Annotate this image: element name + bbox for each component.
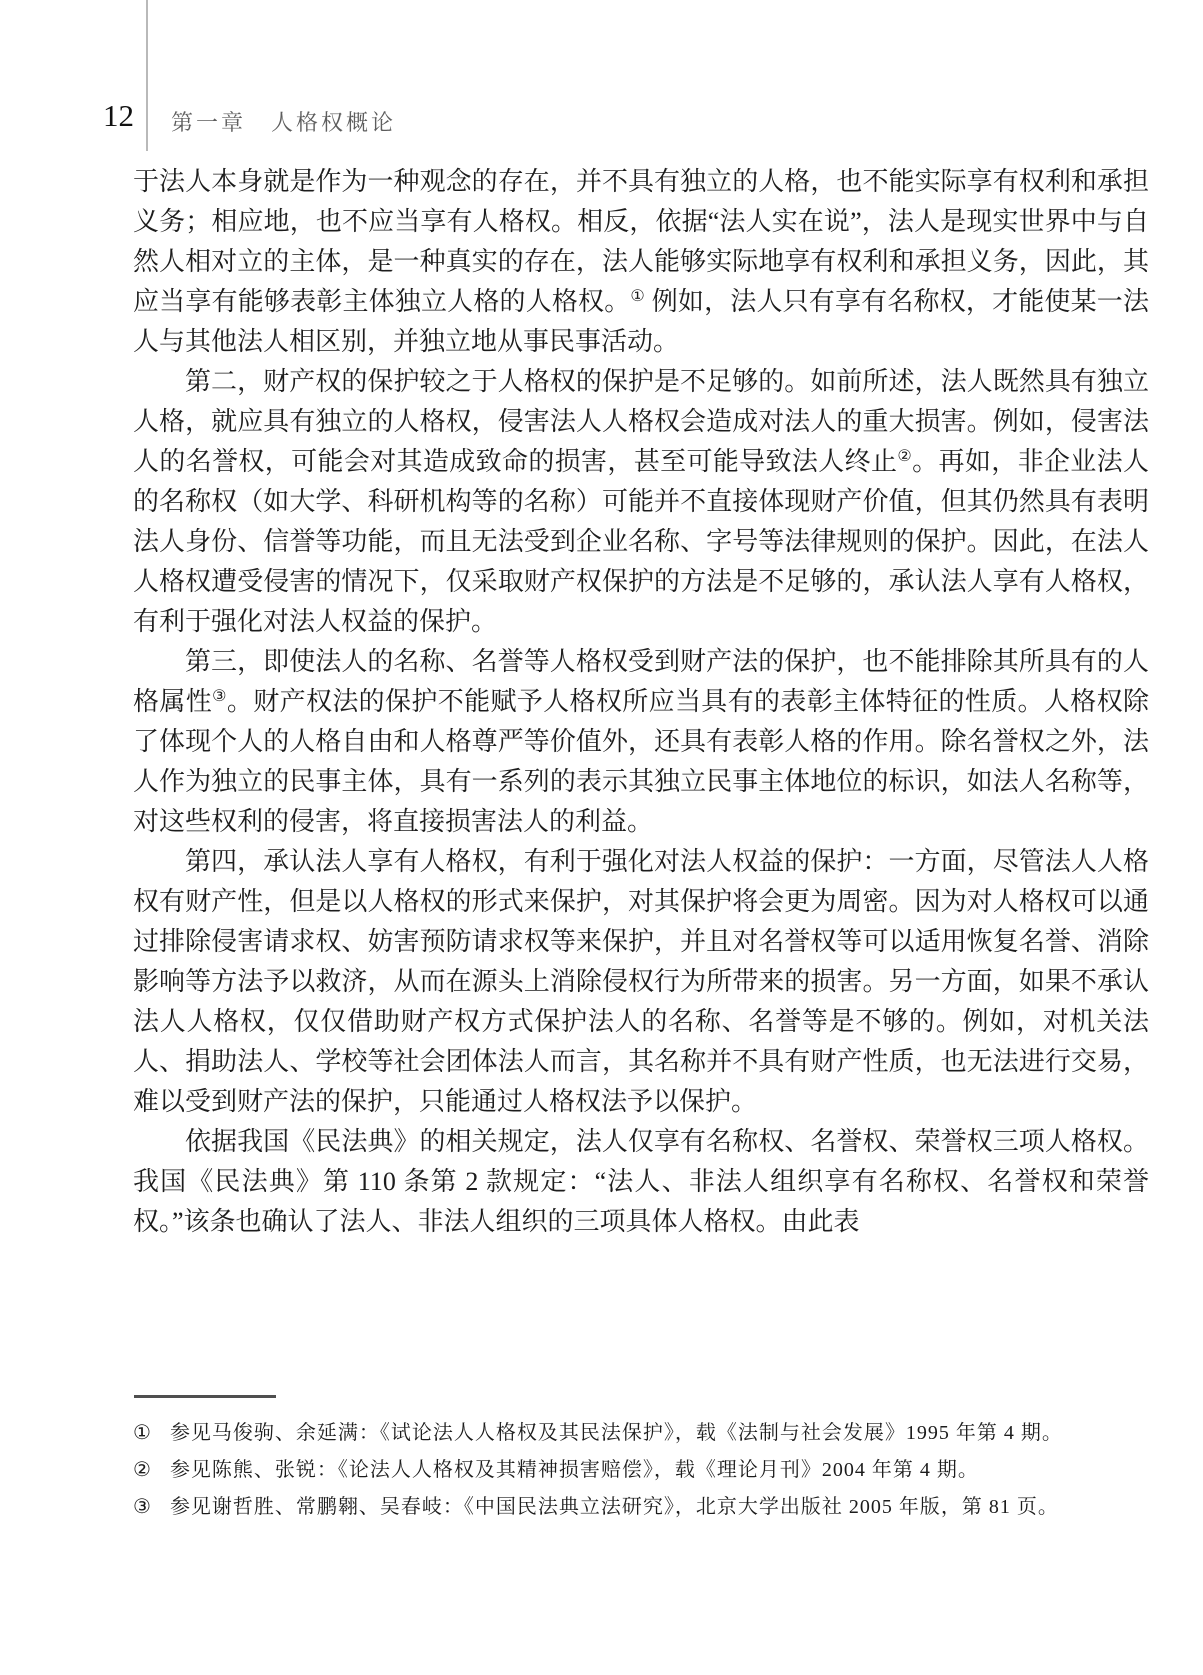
footnote-marker: ② <box>133 1459 152 1481</box>
footnote-ref: ① <box>630 288 646 306</box>
page-number: 12 <box>103 98 134 133</box>
footnote-text: 参见陈熊、张锐：《论法人人格权及其精神损害赔偿》，载《理论月刊》2004 年第 4 期。 <box>169 1459 979 1481</box>
footnote-text: 参见谢哲胜、常鹏翱、吴春岐：《中国民法典立法研究》，北京大学出版社 2005 年版，第 81 页。 <box>169 1496 1059 1518</box>
footnotes <box>133 1415 1149 1526</box>
footnote-item <box>133 1415 1149 1452</box>
footnote-text: 参见马俊驹、余延满：《试论法人人格权及其民法保护》，载《法制与社会发展》1995 年第 4 期。 <box>169 1422 1063 1444</box>
body-paragraph: 第四，承认法人享有人格权，有利于强化对法人权益的保护：一方面，尽管法人人格权有财产性，但是以人格权的形式来保护，对其保护将会更为周密。因为对人格权可以通过排除侵害请求权、妨害预防请求权等来保护，并且对名誉权等可以适用恢复名誉、消除影响等方法予以救济，从而在源头上消除侵权行为所带来的损害。另一方面，如果不承认法人人格权，仅仅借助财产权方式保护法人的名称、名誉等是不够的。例如，对机关法人、捐助法人、学校等社会团体法人而言，其名称并不具有财产性质，也无法进行交易，难以受到财产法的保护，只能通过人格权法予以保护。 <box>133 847 1149 1116</box>
footnote-marker: ③ <box>133 1496 152 1518</box>
footnote-ref: ② <box>897 448 913 466</box>
footnote-separator <box>134 1395 276 1398</box>
footnote-ref: ③ <box>212 688 227 706</box>
body-paragraph: 第二，财产权的保护较之于人格权的保护是不足够的。如前所述，法人既然具有独立人格，就应具有独立的人格权，侵害法人人格权会造成对法人的重大损害。例如，侵害法人的名誉权，可能会对其造成致命的损害，甚至可能导致法人终止②。再如，非企业法人的名称权（如大学、科研机构等的名称）可能并不直接体现财产价值，但其仍然具有表明法人身份、信誉等功能，而且无法受到企业名称、字号等法律规则的保护。因此，在法人人格权遭受侵害的情况下，仅采取财产权保护的方法是不足够的，承认法人享有人格权，有利于强化对法人权益的保护。 <box>133 367 1149 636</box>
body-paragraph: 依据我国《民法典》的相关规定，法人仅享有名称权、名誉权、荣誉权三项人格权。我国《民法典》第 110 条第 2 款规定：“法人、非法人组织享有名称权、名誉权和荣誉权。”该条也确认了法人、非法人组织的三项具体人格权。由此表 <box>133 1127 1149 1236</box>
body-paragraph: 于法人本身就是作为一种观念的存在，并不具有独立的人格，也不能实际享有权利和承担义务；相应地，也不应当享有人格权。相反，依据“法人实在说”，法人是现实世界中与自然人相对立的主体，是一种真实的存在，法人能够实际地享有权利和承担义务，因此，其应当享有能够表彰主体独立人格的人格权。① 例如，法人只有享有名称权，才能使某一法人与其他法人相区别，并独立地从事民事活动。 <box>133 167 1149 356</box>
footnote-marker: ① <box>133 1422 152 1444</box>
footnote-item <box>133 1489 1149 1526</box>
header-divider <box>146 0 148 151</box>
footnote-item <box>133 1452 1149 1489</box>
chapter-header: 第一章 人格权概论 <box>171 110 397 135</box>
body-paragraph: 第三，即使法人的名称、名誉等人格权受到财产法的保护，也不能排除其所具有的人格属性③。财产权法的保护不能赋予人格权所应当具有的表彰主体特征的性质。人格权除了体现个人的人格自由和人格尊严等价值外，还具有表彰人格的作用。除名誉权之外，法人作为独立的民事主体，具有一系列的表示其独立民事主体地位的标识，如法人名称等，对这些权利的侵害，将直接损害法人的利益。 <box>133 647 1149 836</box>
body-text <box>133 162 1149 1242</box>
